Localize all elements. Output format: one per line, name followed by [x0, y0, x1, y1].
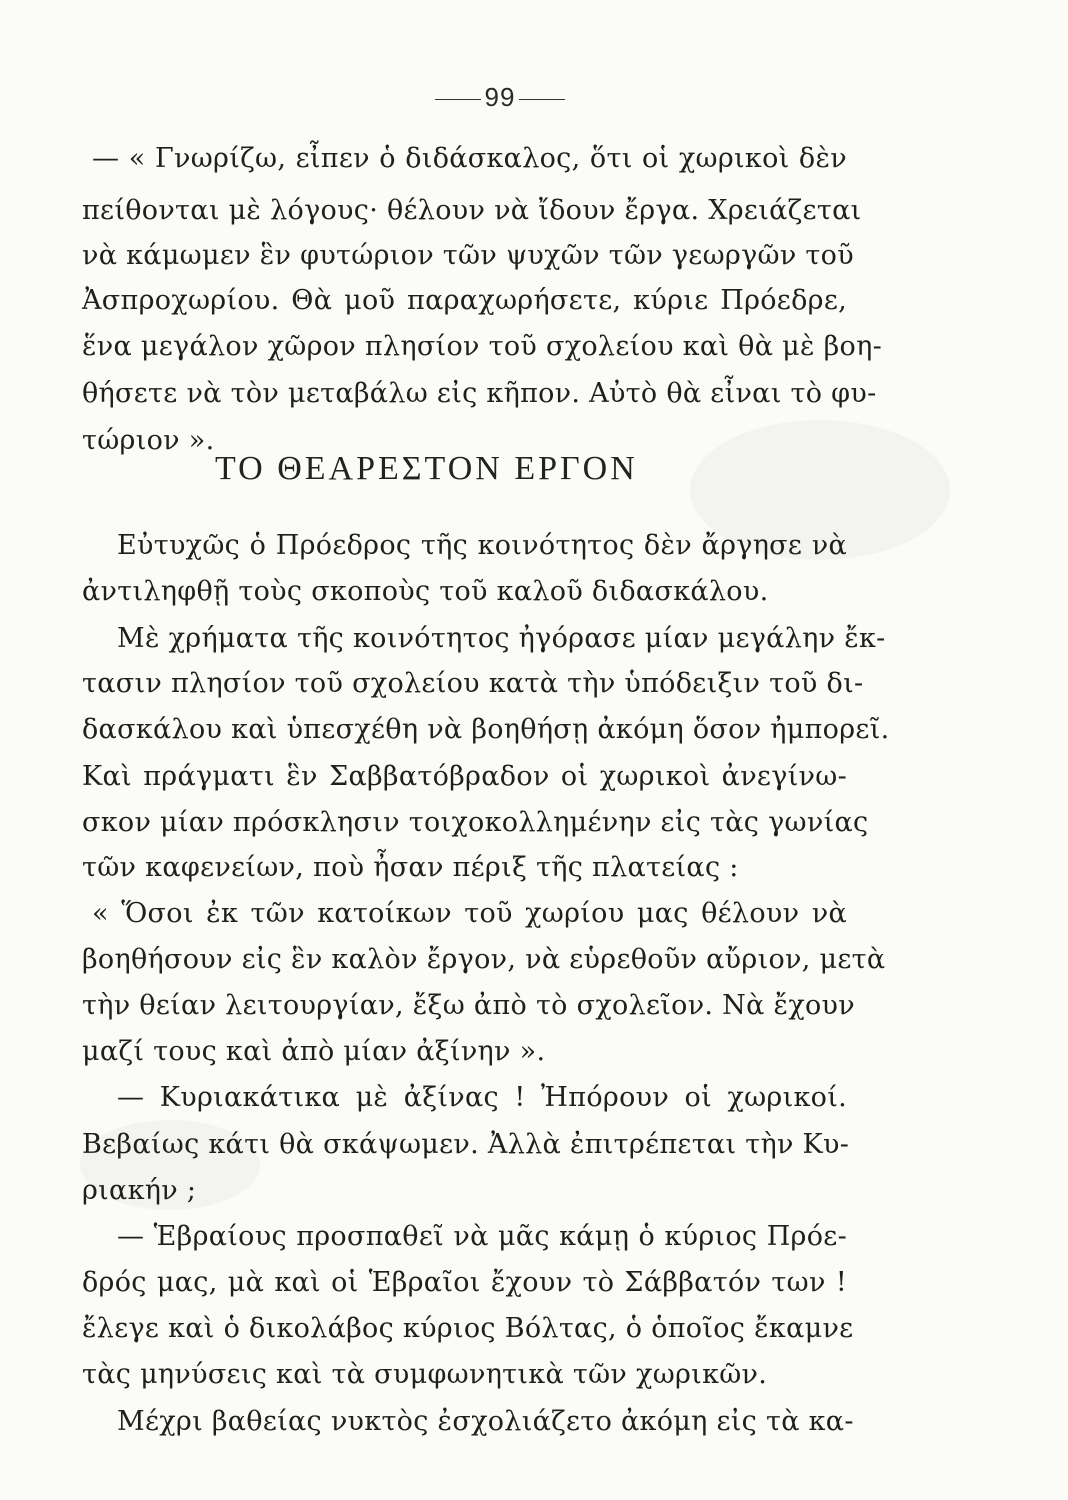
text-line: μαζί τους καὶ ἀπὸ μίαν ἀξίνην ».: [82, 1036, 546, 1067]
text-line: δασκάλου καὶ ὑπεσχέθη νὰ βοηθήσῃ ἀκόμη ὅσον ἠμπορεῖ.: [82, 714, 890, 745]
text-line: ἀντιληφθῇ τοὺς σκοποὺς τοῦ καλοῦ διδασκάλου.: [82, 576, 769, 607]
text-line: — Κυριακάτικα μὲ ἀξίνας ! Ἠπόρουν οἱ χωρικοί.: [117, 1082, 847, 1113]
text-line: δρός μας, μὰ καὶ οἱ Ἑβραῖοι ἔχουν τὸ Σάββατόν των !: [82, 1267, 847, 1298]
text-line: τῶν καφενείων, ποὺ ἦσαν πέριξ τῆς πλατείας :: [82, 852, 739, 883]
text-line: Εὐτυχῶς ὁ Πρόεδρος τῆς κοινότητος δὲν ἄργησε νὰ: [117, 530, 847, 561]
dash-right: [519, 99, 565, 100]
text-line: τασιν πλησίον τοῦ σχολείου κατὰ τὴν ὑπόδειξιν τοῦ δι-: [82, 668, 864, 699]
text-line: « Ὅσοι ἐκ τῶν κατοίκων τοῦ χωρίου μας θέλουν νὰ: [92, 898, 847, 929]
text-line: ἔλεγε καὶ ὁ δικολάβος κύριος Βόλτας, ὁ ὁποῖος ἔκαμνε: [82, 1313, 854, 1344]
text-line: τὴν θείαν λειτουργίαν, ἔξω ἀπὸ τὸ σχολεῖον. Νὰ ἔχουν: [82, 990, 855, 1021]
text-line: Μὲ χρήματα τῆς κοινότητος ἠγόρασε μίαν μεγάλην ἔκ-: [117, 623, 886, 654]
text-line: — Ἑβραίους προσπαθεῖ νὰ μᾶς κάμῃ ὁ κύριος Πρόε-: [117, 1221, 847, 1252]
text-line: Καὶ πράγματι ἓν Σαββατόβραδον οἱ χωρικοὶ ἀνεγίνω-: [82, 761, 847, 792]
text-line: ριακήν ;: [82, 1175, 197, 1206]
text-line: σκον μίαν πρόσκλησιν τοιχοκολλημένην εἰς τὰς γωνίας: [82, 807, 869, 838]
text-line: Βεβαίως κάτι θὰ σκάψωμεν. Ἀλλὰ ἐπιτρέπεται τὴν Κυ-: [82, 1129, 850, 1160]
page-number-value: 99: [484, 82, 516, 112]
text-line: — « Γνωρίζω, εἶπεν ὁ διδάσκαλος, ὅτι οἱ χωρικοὶ δὲν: [92, 143, 847, 174]
section-heading: ΤΟ ΘΕΑΡΕΣΤΟΝ ΕΡΓΟΝ: [215, 450, 638, 487]
text-line: Ἀσπροχωρίου. Θὰ μοῦ παραχωρήσετε, κύριε Πρόεδρε,: [82, 285, 847, 316]
text-line: θήσετε νὰ τὸν μεταβάλω εἰς κῆπον. Αὐτὸ θὰ εἶναι τὸ φυ-: [82, 378, 877, 409]
text-line: τὰς μηνύσεις καὶ τὰ συμφωνητικὰ τῶν χωρικῶν.: [82, 1359, 768, 1390]
dash-left: [435, 99, 481, 100]
text-line: ἕνα μεγάλον χῶρον πλησίον τοῦ σχολείου καὶ θὰ μὲ βοη-: [82, 331, 882, 362]
page-number: [0, 82, 1000, 113]
text-line: πείθονται μὲ λόγους· θέλουν νὰ ἴδουν ἔργα. Χρειάζεται: [82, 195, 862, 226]
text-line: Μέχρι βαθείας νυκτὸς ἐσχολιάζετο ἀκόμη εἰς τὰ κα-: [117, 1406, 854, 1437]
text-line: βοηθήσουν εἰς ἓν καλὸν ἔργον, νὰ εὑρεθοῦν αὔριον, μετὰ: [82, 944, 886, 975]
text-line: νὰ κάμωμεν ἓν φυτώριον τῶν ψυχῶν τῶν γεωργῶν τοῦ: [82, 240, 854, 271]
text-line: τώριον ».: [82, 425, 215, 456]
